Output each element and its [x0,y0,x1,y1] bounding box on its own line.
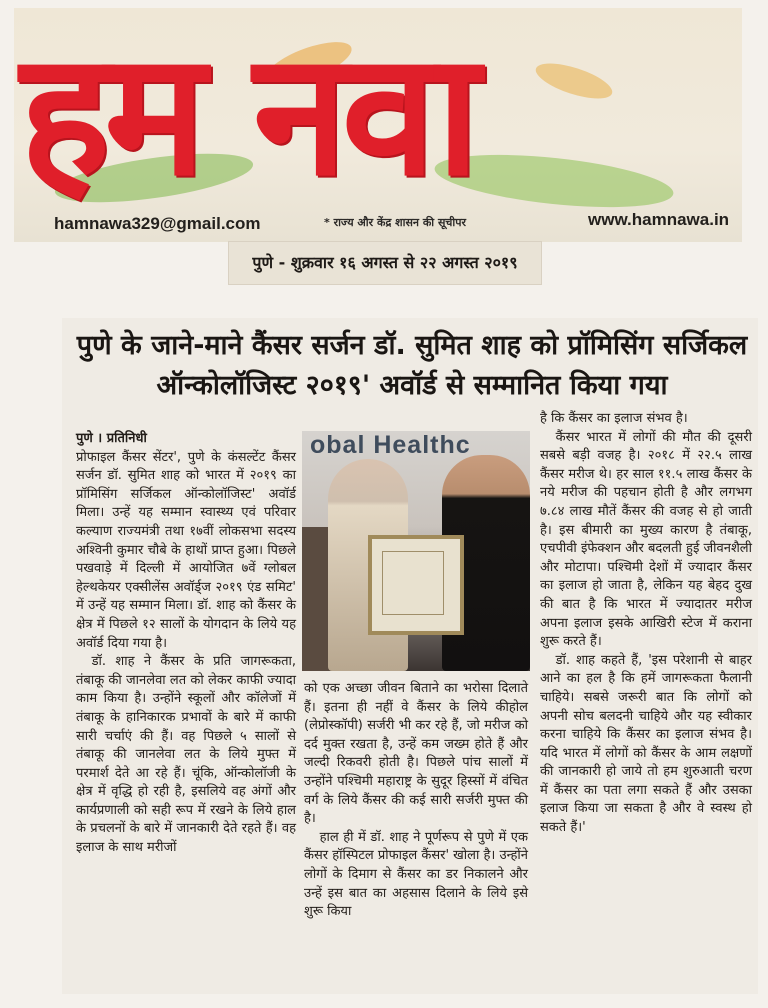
news-article [62,318,758,994]
award-photo [302,431,530,671]
article-byline: पुणे । प्रतिनिधी [76,431,147,446]
paragraph: डॉ. शाह ने कैंसर के प्रति जागरूकता, तंबाकू की जानलेवा लत को लेकर काफी ज्यादा काम किया है। उन्होंने स्कूलों और कॉलेजों में तंबाकू के हानिकारक प्रभावों के बारे में काफी सारी चर्चाएं की हैं। वह पिछले ५ सालों से तंबाकू की जानलेवा लत के लिये मुफ्त में परमार्श देते आ रहे हैं। चूंकि, ऑन्कोलॉजी के क्षेत्र में वृद्धि हो रही है, इसलिये वह अंगों और कार्यप्रणाली को सही रूप में रखने के लिये हाल के प्रचलनों के बारे में जानकारी देते रहते हैं। वह इलाज के साथ मरीजों [76,654,296,856]
paragraph: डॉ. शाह कहते हैं, 'इस परेशानी से बाहर आने का हल है कि हमें जागरूकता फैलानी चाहिये। सबसे जरूरी बात कि लोगों को अपनी सोच बलदनी चाहिये और यह स्वीकार करना चाहिये कि कैंसर का इलाज संभव है। यदि भारत में लोगों को कैंसर के आम लक्षणों की जानकारी हो जाये तो हम शुरुआती चरण में कैंसर का पता लगा सकते हैं और उसका इलाज किया जा सकता है और वे स्वस्थ हो सकते हैं।' [540,652,752,836]
article-column-1 [76,430,296,858]
paragraph: कैंसर भारत में लोगों की मौत की दूसरी सबसे बड़ी वजह है। २०१८ में २२.५ लाख कैंसर मरीज थे। हर साल ११.५ लाख कैंसर के नये मरीज की पहचान होती है और लगभग ७.८४ लाख मौतें कैंसर की वजह से हो जाती है। इस बीमारी का मुख्य कारण है तंबाकू, एचपीवी इंफेक्शन और बदलती हुई जीवनशैली और मोटापा। पश्चिमी देशों में ज्यादार कैंसर का इलाज हो जाता है, लेकिन यह बेहद दुख की बात है कि भारत में ज्यादातर मरीज अपना इलाज इसके आखिरी स्टेज में कराना शुरू करते हैं। [540,429,752,650]
award-certificate-icon [368,535,464,635]
paragraph: हाल ही में डॉ. शाह ने पूर्णरूप से पुणे में एक कैंसर हॉस्पिटल प्रोफाइल कैंसर' खोला है। उन्होंने लोगों के दिमाग से कैंसर का डर निकालने और उन्हें इस बात का अहसास दिलाने के लिये इसे शुरू किया [304,829,528,920]
masthead-website: www.hamnawa.in [588,210,730,229]
newspaper-logo: हम नवा [20,14,475,214]
article-column-3 [540,410,752,838]
photo-backdrop-text: obal Healthc [310,431,471,459]
masthead-email: hamnawa329@gmail.com [54,214,261,233]
masthead [14,8,742,242]
article-headline: पुणे के जाने-माने कैंसर सर्जन डॉ. सुमित शाह को प्रॉमिसिंग सर्जिकल ऑन्कोलॉजिस्ट २०१९' अवॉर्ड से सम्मानित किया गया [76,330,748,401]
issue-dateline: पुणे - शुक्रवार १६ अगस्त से २२ अगस्त २०१९ [228,241,542,285]
masthead-tagline: * राज्य और केंद्र शासन की सूचीपर [324,216,466,229]
paragraph: को एक अच्छा जीवन बिताने का भरोसा दिलाते हैं। इतना ही नहीं वे कैंसर के लिये कीहोल (लेप्रोस्कॉपी) सर्जरी भी कर रहे हैं, जो मरीज को दर्द मुक्त रखता है, उन्हें कम जख्म होते हैं और जल्दी रिकवरी होती है। पिछले पांच सालों में उन्होंने पश्चिमी महाराष्ट्र के सुदूर हिस्सों में वंचित वर्ग के लिये कैंसर की कई सारी सर्जरी मुफ्त की है। [304,681,528,827]
paragraph: प्रोफाइल कैंसर सेंटर', पुणे के कंसल्टेंट कैंसर सर्जन डॉ. सुमित शाह को भारत में २०१९ का प्रॉमिसिंग सर्जिकल ऑन्कोलॉजिस्ट' अवॉर्ड मिला। उन्हें यह सम्मान स्वास्थ्य एवं परिवार कल्याण राज्यमंत्री तथा १७वीं लोकसभा सदस्य अश्विनी कुमार चौबे के हाथों प्राप्त हुआ। पिछले पखवाड़े में दिल्ली में आयोजित ७वें ग्लोबल हेल्थकेयर एक्सीलेंस अवॉर्ड्ज २०१९ एंड समिट' में उन्हें यह सम्मान मिला। डॉ. शाह को कैंसर के क्षेत्र में पिछले १२ सालों के योगदान के लिये यह अवॉर्ड दिया गया है। [76,449,296,651]
article-column-2 [304,680,528,922]
paragraph: है कि कैंसर का इलाज संभव है। [540,411,688,426]
